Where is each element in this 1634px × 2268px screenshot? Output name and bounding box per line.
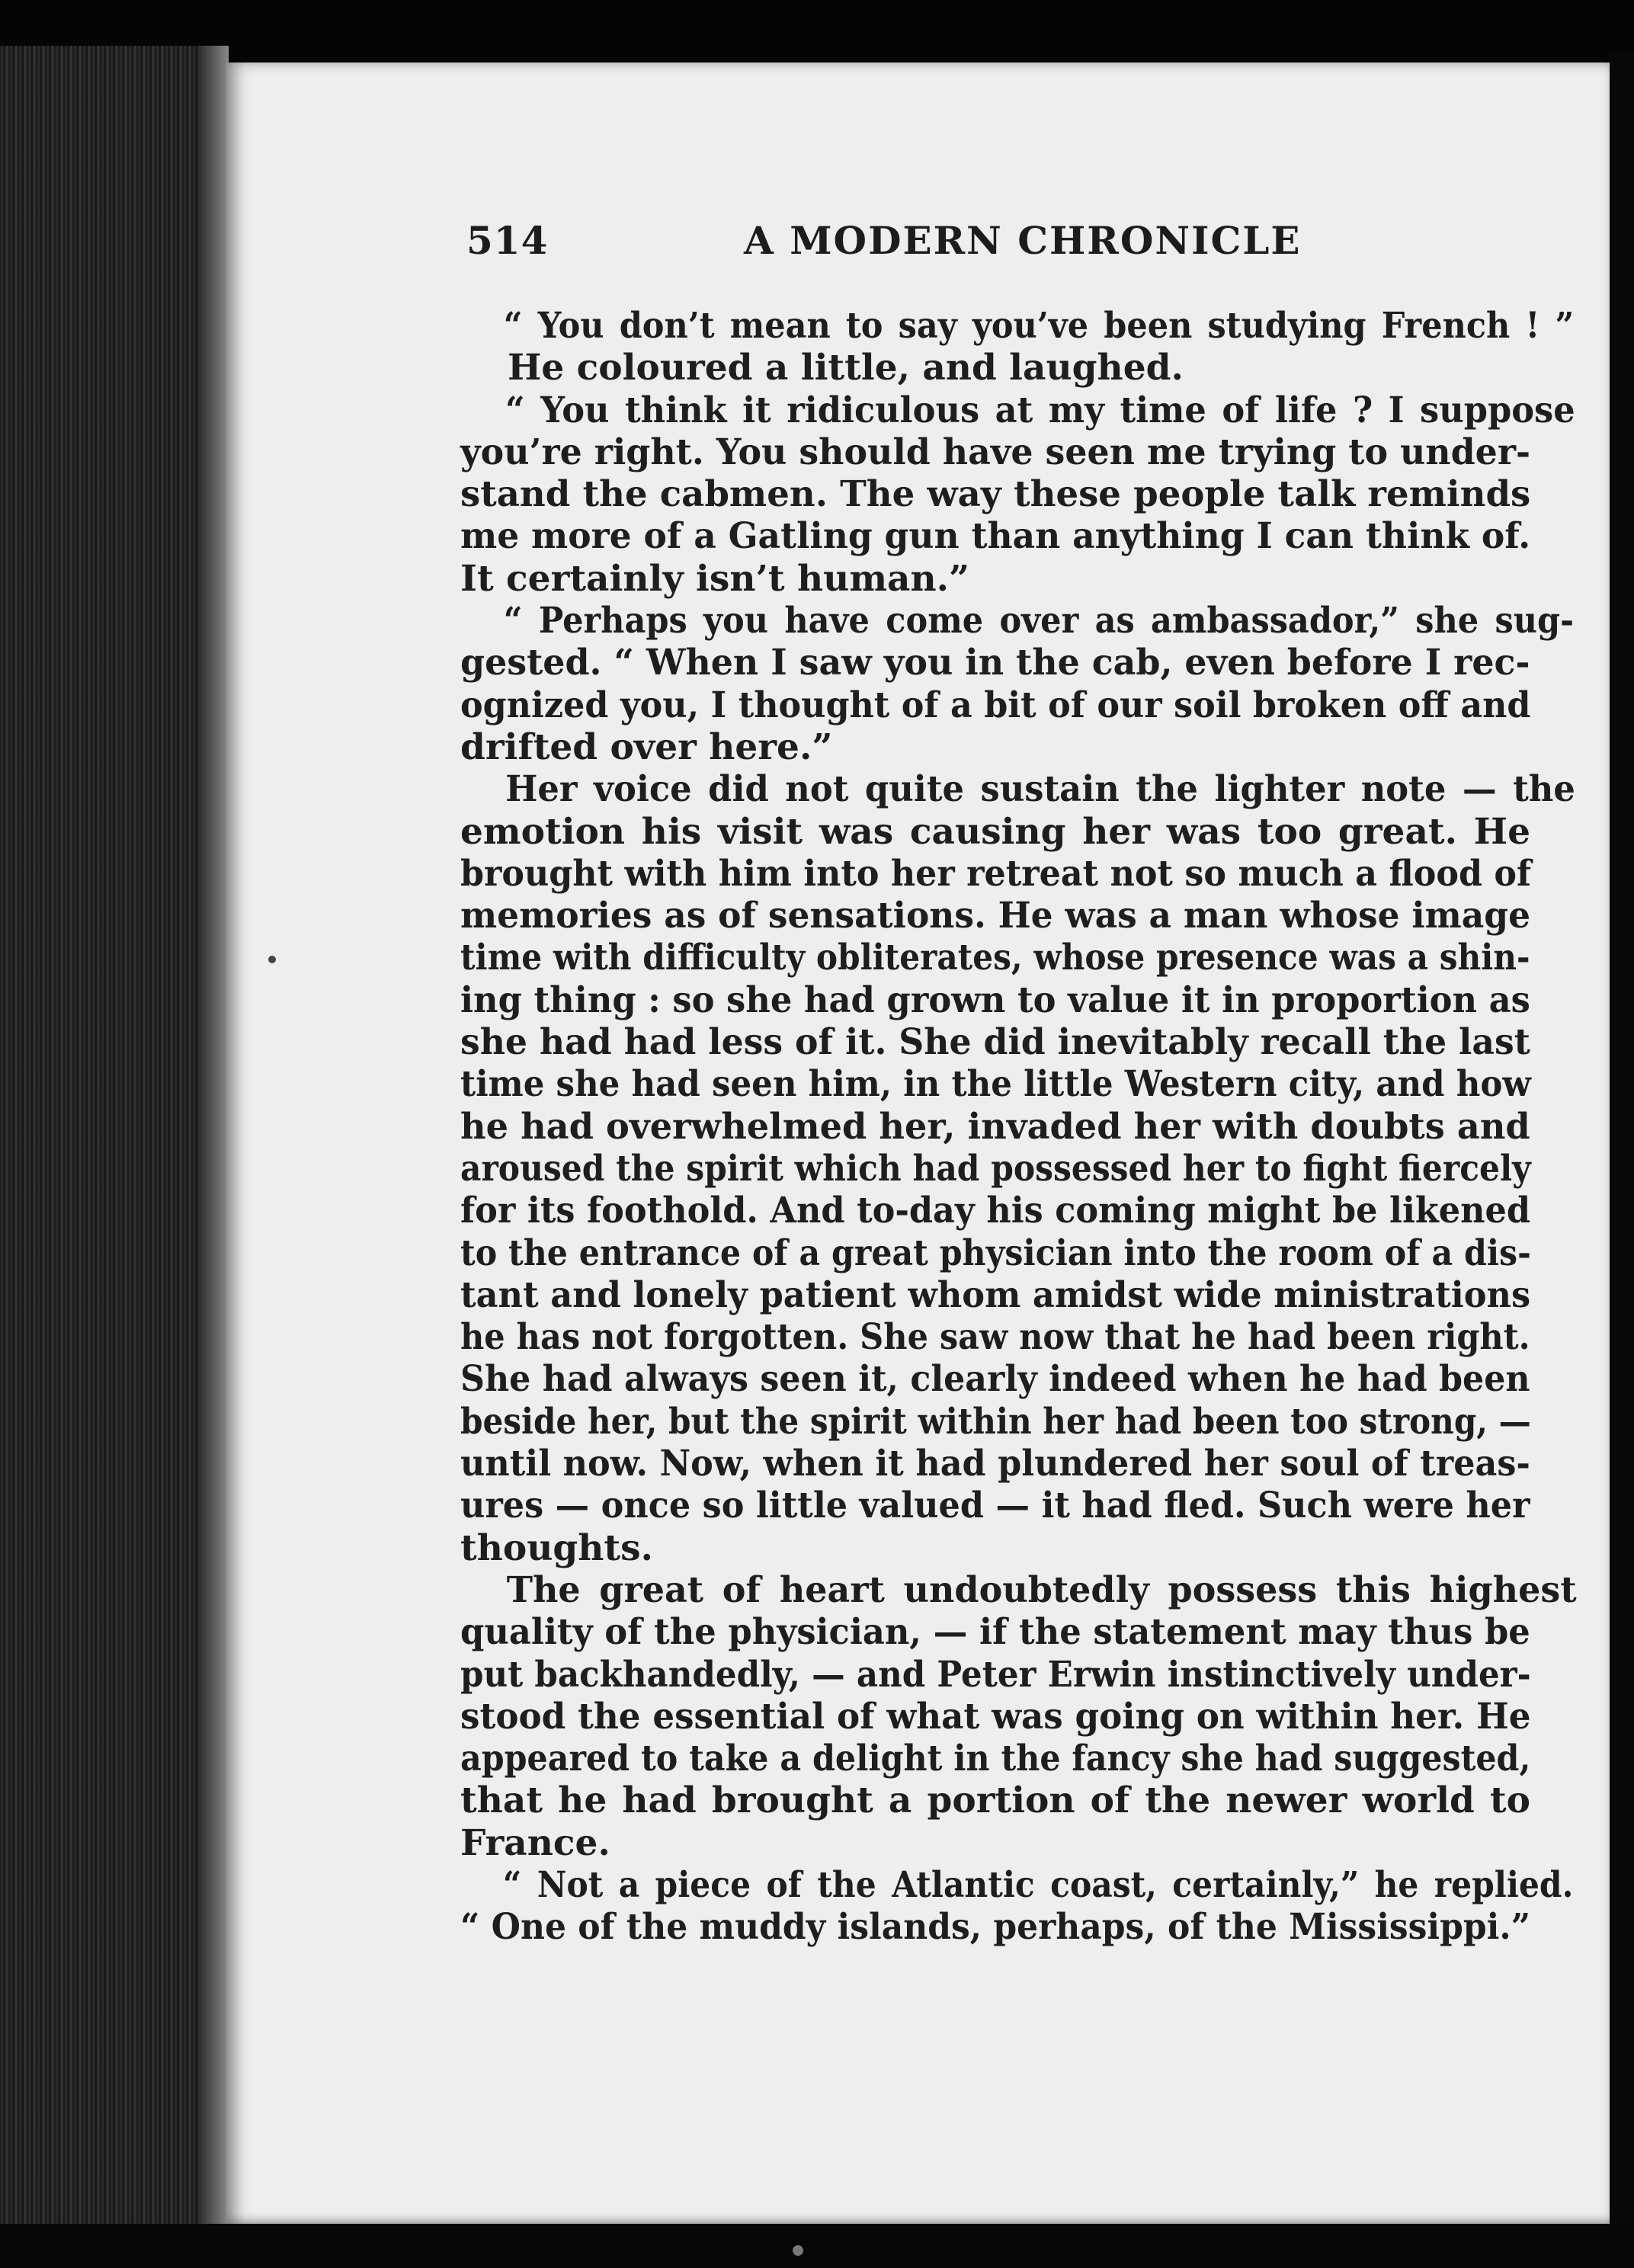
text-line: beside her, but the spirit within her had been too strong, — <box>460 1400 1531 1443</box>
text-line: thoughts. <box>460 1526 653 1569</box>
text-line: to the entrance of a great physician into the room of a dis- <box>460 1232 1531 1274</box>
scan-frame-top <box>0 0 1634 69</box>
text-line: until now. Now, when it had plundered her soul of treas- <box>460 1443 1530 1485</box>
text-line: put backhandedly, — and Peter Erwin instinctively under- <box>460 1653 1531 1696</box>
text-line: he had overwhelmed her, invaded her with doubts and <box>460 1105 1530 1148</box>
ink-speck <box>793 2245 803 2256</box>
text-line: me more of a Gatling gun than anything I can think of. <box>460 515 1531 558</box>
scan-frame-right <box>1610 53 1634 2248</box>
text-line: Her voice did not quite sustain the lighter note — the <box>505 768 1575 811</box>
text-line: ing thing : so she had grown to value it in proportion as <box>460 979 1530 1021</box>
running-header <box>466 218 1533 279</box>
body-text <box>460 305 1577 1949</box>
text-line: emotion his visit was causing her was too great. He <box>460 810 1530 853</box>
text-line: brought with him into her retreat not so much a flood of <box>460 852 1532 895</box>
text-line: “ You don’t mean to say you’ve been studying French ! ” <box>503 305 1575 347</box>
text-line: she had had less of it. She did inevitably recall the last <box>460 1021 1530 1064</box>
text-line: tant and lonely patient whom amidst wide ministrations <box>460 1273 1531 1316</box>
text-line: “ Perhaps you have come over as ambassador,” she sug- <box>503 600 1575 642</box>
text-line: gested. “ When I saw you in the cab, even before I rec- <box>460 642 1530 684</box>
text-line: stood the essential of what was going on within her. He <box>460 1695 1531 1738</box>
text-line: stand the cabmen. The way these people talk reminds <box>460 473 1531 516</box>
text-line: “ You think it ridiculous at my time of life ? I suppose <box>505 389 1575 431</box>
text-line: for its foothold. And to-day his coming might be likened <box>460 1190 1530 1232</box>
text-line: time with difficulty obliterates, whose presence was a shin- <box>460 937 1530 979</box>
text-line: memories as of sensations. He was a man whose image <box>460 895 1531 937</box>
running-title: A MODERN CHRONICLE <box>744 218 1302 263</box>
book-page-edges <box>0 46 229 2225</box>
text-line: time she had seen him, in the little Western city, and how <box>460 1063 1531 1106</box>
text-line: She had always seen it, clearly indeed when he had been <box>460 1358 1530 1401</box>
text-line: It certainly isn’t human.” <box>460 557 970 600</box>
text-line: “ Not a piece of the Atlantic coast, certainly,” he replied. <box>502 1863 1574 1906</box>
scan-frame-bottom <box>0 2224 1634 2268</box>
page-number: 514 <box>466 218 549 263</box>
text-line: quality of the physician, — if the statement may thus be <box>460 1611 1530 1654</box>
text-line: He coloured a little, and laughed. <box>508 347 1184 389</box>
text-line: ognized you, I thought of a bit of our soil broken off and <box>460 684 1531 726</box>
text-line: aroused the spirit which had possessed her to fight fiercely <box>460 1147 1531 1190</box>
text-line: you’re right. You should have seen me trying to under- <box>460 431 1530 473</box>
text-line: appeared to take a delight in the fancy she had suggested, <box>460 1738 1531 1780</box>
text-line: ures — once so little valued — it had fled. Such were her <box>460 1485 1530 1527</box>
text-line: that he had brought a portion of the newer world to <box>460 1779 1530 1822</box>
text-line: “ One of the muddy islands, perhaps, of the Mississippi.” <box>460 1906 1530 1949</box>
text-line: France. <box>460 1821 610 1864</box>
text-line: drifted over here.” <box>460 726 833 768</box>
text-line: The great of heart undoubtedly possess this highest <box>506 1568 1577 1611</box>
ink-speck <box>268 956 276 963</box>
text-line: he has not forgotten. She saw now that he had been right. <box>460 1316 1530 1359</box>
